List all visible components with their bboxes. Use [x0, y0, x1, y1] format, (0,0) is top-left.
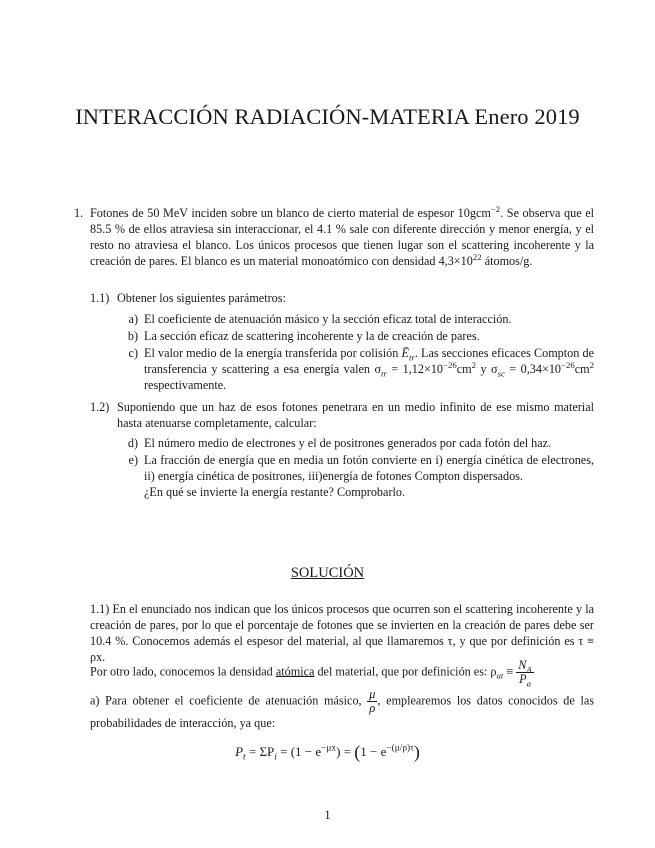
- item-text-part: cm: [574, 362, 590, 376]
- solution-text: , emplearemos los datos conocidos de las probabilidades de interacción, ya que:: [90, 693, 594, 730]
- solution-text: En el enunciado nos indican que los únicos procesos que ocurren son el scattering incoherente y la creación de pares, por lo que el porcentaje de fotones que se invierten en la creación de pares debe ser 10.4 %. Conocemos además el espesor del material, al que llamaremos τ, y que por definición es τ ≡ ρx.: [90, 602, 594, 664]
- problem-1-text: [90, 205, 594, 269]
- item-text-part: = 0,34×10: [504, 362, 562, 376]
- exponent: 22: [472, 251, 482, 262]
- subscript: i: [274, 752, 277, 763]
- solution-text: del material, que por definición es: ρ: [314, 664, 497, 679]
- exponent: −μx: [321, 743, 337, 754]
- part-1-1: [90, 290, 594, 306]
- part-text: Obtener los siguientes parámetros:: [117, 291, 286, 305]
- numerator: μ: [369, 687, 376, 701]
- solution-paragraph-1: [90, 601, 594, 665]
- solution-heading: SOLUCIÓN: [290, 565, 365, 581]
- equation-part: = ΣP: [245, 744, 275, 759]
- exponent: −2: [490, 203, 501, 214]
- solution-label: 1.1): [90, 602, 110, 616]
- part-label: 1.2): [90, 400, 110, 414]
- item-d: [118, 435, 594, 451]
- item-text: La fracción de energía que en media un fotón convierte en i) energía cinética de electrones, ii) energía cinética de positrones, iii)energía de fotones Compton dispersados.: [144, 453, 594, 483]
- subscript: a: [526, 678, 531, 689]
- solution-paragraph-2: [90, 658, 594, 689]
- subscript: at: [496, 670, 504, 681]
- denominator: ρ: [369, 701, 376, 715]
- subscript: tr: [408, 352, 415, 363]
- denominator: P: [519, 672, 527, 686]
- equation-part: = (1 − e: [276, 744, 322, 759]
- problem-text-part: átomos/g.: [481, 254, 533, 268]
- fraction-na-pa: [516, 658, 534, 689]
- item-label: e): [128, 453, 138, 467]
- problem-text-part: Fotones de 50 MeV inciden sobre un blanco de cierto material de espesor 10gcm: [90, 206, 491, 220]
- solution-text: Por otro lado, conocemos la densidad: [90, 664, 276, 679]
- exponent: −26: [561, 359, 575, 370]
- item-label: b): [127, 329, 138, 343]
- exponent: 2: [589, 359, 595, 370]
- item-label: a): [128, 312, 138, 326]
- item-b: [118, 328, 594, 344]
- item-text-part: . Las secciones eficaces Compton de transferencia y scattering a esa energía valen σ: [144, 346, 594, 376]
- equation-part: 1 − e: [360, 744, 387, 759]
- part-text: Suponiendo que un haz de esos fotones penetrara en un medio infinito de ese mismo material hasta atenuarse completamente, calcular:: [117, 400, 594, 430]
- item-label: d): [127, 436, 138, 450]
- subscript: sc: [497, 368, 505, 379]
- solution-paragraph-3: [90, 688, 594, 732]
- item-text-part: El valor medio de la energía transferida por colisión: [144, 346, 402, 360]
- solution-text: ≡: [503, 664, 517, 679]
- exponent: −(μ/ρ)τ: [386, 743, 414, 754]
- item-text-part: respectivamente.: [144, 378, 227, 392]
- equation-part: ) =: [336, 744, 355, 759]
- item-text: El coeficiente de atenuación másico y la sección eficaz total de interacción.: [144, 312, 512, 326]
- item-e: [118, 452, 594, 500]
- item-label: c): [128, 346, 138, 360]
- item-text-followup: ¿En qué se invierte la energía restante? Comprobarlo.: [144, 485, 406, 499]
- page-number: 1: [324, 808, 331, 822]
- problem-text-part: . Se observa que el 85.5 % de ellos atraviesa sin interaccionar, el 4.1 % sale con diferente dirección y menor energía, y el resto no atraviesa el blanco. Los únicos procesos que tienen lugar son el scattering incoherente y la creación de pares. El blanco es un material monoatómico con densidad 4,3×10: [90, 206, 594, 268]
- fraction-mu-rho: [367, 688, 377, 715]
- item-text: El número medio de electrones y el de positrones generados por cada fotón del haz.: [144, 436, 552, 450]
- item-a: [118, 311, 594, 327]
- item-text-part: y σ: [476, 362, 498, 376]
- item-text-part: = 1,12×10: [386, 362, 444, 376]
- exponent: 2: [471, 359, 477, 370]
- solution-text: a) Para obtener el coeficiente de atenuación másico,: [90, 693, 368, 708]
- item-text-part: cm: [456, 362, 472, 376]
- underlined-word: atómica: [275, 664, 315, 679]
- problem-number: 1.: [74, 206, 84, 220]
- subscript: t: [243, 752, 246, 763]
- item-text: [144, 345, 594, 393]
- problem-1: [74, 205, 594, 269]
- part-1-2: [90, 399, 594, 431]
- equation-total-probability: $P_t = \Sigma P_i = (1 - e^{-\mu x}) = (1 - e^{-(\mu/\rho)\tau})$: [235, 742, 420, 763]
- document-title: INTERACCIÓN RADIACIÓN-MATERIA Enero 2019: [75, 104, 580, 129]
- part-label: 1.1): [90, 291, 110, 305]
- subscript: tr: [381, 368, 387, 379]
- symbol-e-tr: Ē: [401, 346, 409, 360]
- exponent: −26: [443, 359, 457, 370]
- equation-symbol: P: [235, 744, 244, 759]
- subscript: A: [526, 664, 532, 675]
- numerator: N: [518, 658, 527, 672]
- item-text: La sección eficaz de scattering incoherente y la de creación de pares.: [144, 329, 480, 343]
- item-c: [118, 345, 594, 393]
